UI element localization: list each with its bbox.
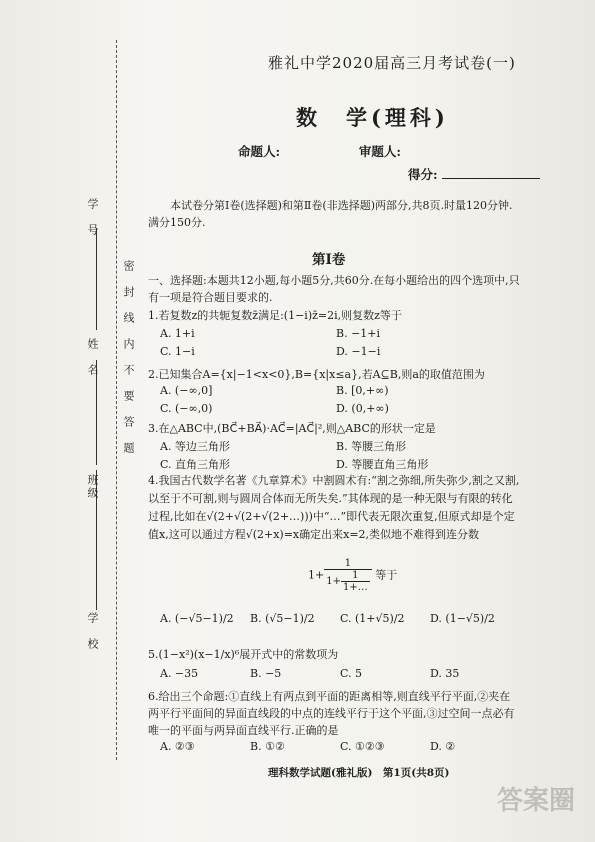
q6-option-a[interactable]: A. ②③ (160, 740, 195, 753)
part-title: 第Ⅰ卷 (312, 252, 346, 268)
question-5: 5.(1−x²)(x−1/x)⁶展开式中的常数项为 (148, 648, 339, 661)
score-blank[interactable] (442, 166, 540, 179)
question-1: 1.若复数z的共轭复数z̄满足:(1−i)z̄=2i,则复数z等于 (148, 309, 402, 322)
q1-option-b[interactable]: B. −1+i (336, 327, 381, 340)
q2-option-d[interactable]: D. (0,+∞) (336, 402, 389, 415)
question-4: 4.我国古代数学名著《九章算术》中割圆术有:“割之弥细,所失弥少,割之又割,以至于不可割,则与圆周合体而无所失矣.”其体现的是一种无限与有限的转化过程,比如在√(2+√(2+√(2+…)))中“…”即代表无限次重复,但原式却是个定值x,这可以通过方程√(2+x)=x确定出来x=2,类似地不难得到连分数 (148, 474, 520, 541)
question-6: 6.给出三个命题:①直线上有两点到平面的距离相等,则直线平行平面,②夹在两平行平面间的异面直线段的中点的连线平行于这个平面,③过空间一点必有唯一的平面与两异面直线平行.正确的是 (148, 690, 515, 737)
cf-fraction (324, 558, 372, 593)
seal-line (116, 40, 117, 760)
q6-option-c[interactable]: C. ①②③ (340, 740, 385, 753)
logo-text: 答案圈 (496, 786, 576, 816)
reviewer-label: 审题人: (358, 144, 401, 159)
q1-option-c[interactable]: C. 1−i (160, 345, 195, 358)
question-2: 2.已知集合A={x|−1<x<0},B={x|x≤a},若A⊆B,则a的取值范围为 (148, 368, 485, 381)
q5-option-a[interactable]: A. −35 (160, 667, 199, 680)
cf-inner-lead: 1+ (326, 576, 341, 587)
continued-fraction (308, 558, 397, 593)
q3-option-b[interactable]: B. 等腰三角形 (336, 440, 407, 453)
cf-inner-denominator: 1+… (342, 582, 368, 593)
q2-option-b[interactable]: B. [0,+∞) (336, 384, 389, 397)
cf-lead: 1+ (308, 568, 325, 582)
q3-option-a[interactable]: A. 等边三角形 (160, 440, 230, 453)
q3-option-c[interactable]: C. 直角三角形 (160, 458, 231, 471)
page-footer: 理科数学试题(雅礼版) 第1页(共8页) (268, 767, 450, 779)
q4-option-c[interactable]: C. (1+√5)/2 (340, 612, 405, 625)
q1-option-d[interactable]: D. −1−i (336, 345, 381, 358)
number-label: 学 号 (86, 198, 99, 237)
watermark-logo (488, 775, 584, 833)
section-heading: 一、选择题:本题共12小题,每小题5分,共60分.在每小题给出的四个选项中,只有一项是符合题目要求的. (148, 274, 520, 304)
exam-title: 雅礼中学2020届高三月考试卷(一) (268, 54, 516, 72)
school-label: 学 校 (86, 612, 99, 651)
intro-text: 本试卷分第Ⅰ卷(选择题)和第Ⅱ卷(非选择题)两部分,共8页.时量120分钟.满分150分. (148, 199, 513, 229)
name-label: 姓 名 (86, 338, 99, 377)
score-label: 得分: (408, 167, 438, 182)
q6-option-d[interactable]: D. ② (430, 740, 456, 753)
proposer-label: 命题人: (238, 144, 281, 159)
q2-option-a[interactable]: A. (−∞,0] (160, 384, 213, 397)
cf-numerator: 1 (324, 558, 372, 570)
q5-option-b[interactable]: B. −5 (250, 667, 282, 680)
name-line (96, 228, 97, 330)
q2-option-c[interactable]: C. (−∞,0) (160, 402, 213, 415)
q4-option-a[interactable]: A. (−√5−1)/2 (160, 612, 234, 625)
q6-option-b[interactable]: B. ①② (250, 740, 285, 753)
cf-inner-numerator: 1 (341, 570, 370, 582)
subject-title: 数 学(理科) (296, 105, 449, 130)
class-label: 班级 (86, 474, 99, 500)
cf-tail: 等于 (375, 568, 398, 582)
question-3: 3.在△ABC中,(BC⃗+BA⃗)·AC⃗=|AC⃗|²,则△ABC的形状一定是 (148, 422, 436, 435)
q1-option-a[interactable]: A. 1+i (160, 327, 195, 340)
q5-option-d[interactable]: D. 35 (430, 667, 460, 680)
q5-option-c[interactable]: C. 5 (340, 667, 363, 680)
score-line (408, 165, 540, 183)
q3-option-d[interactable]: D. 等腰直角三角形 (336, 458, 429, 471)
q4-option-b[interactable]: B. (√5−1)/2 (250, 612, 315, 625)
q4-option-d[interactable]: D. (1−√5)/2 (430, 612, 495, 625)
authors-line (238, 142, 401, 160)
seal-warning: 密 封 线 内 不 要 答 题 (122, 260, 135, 455)
